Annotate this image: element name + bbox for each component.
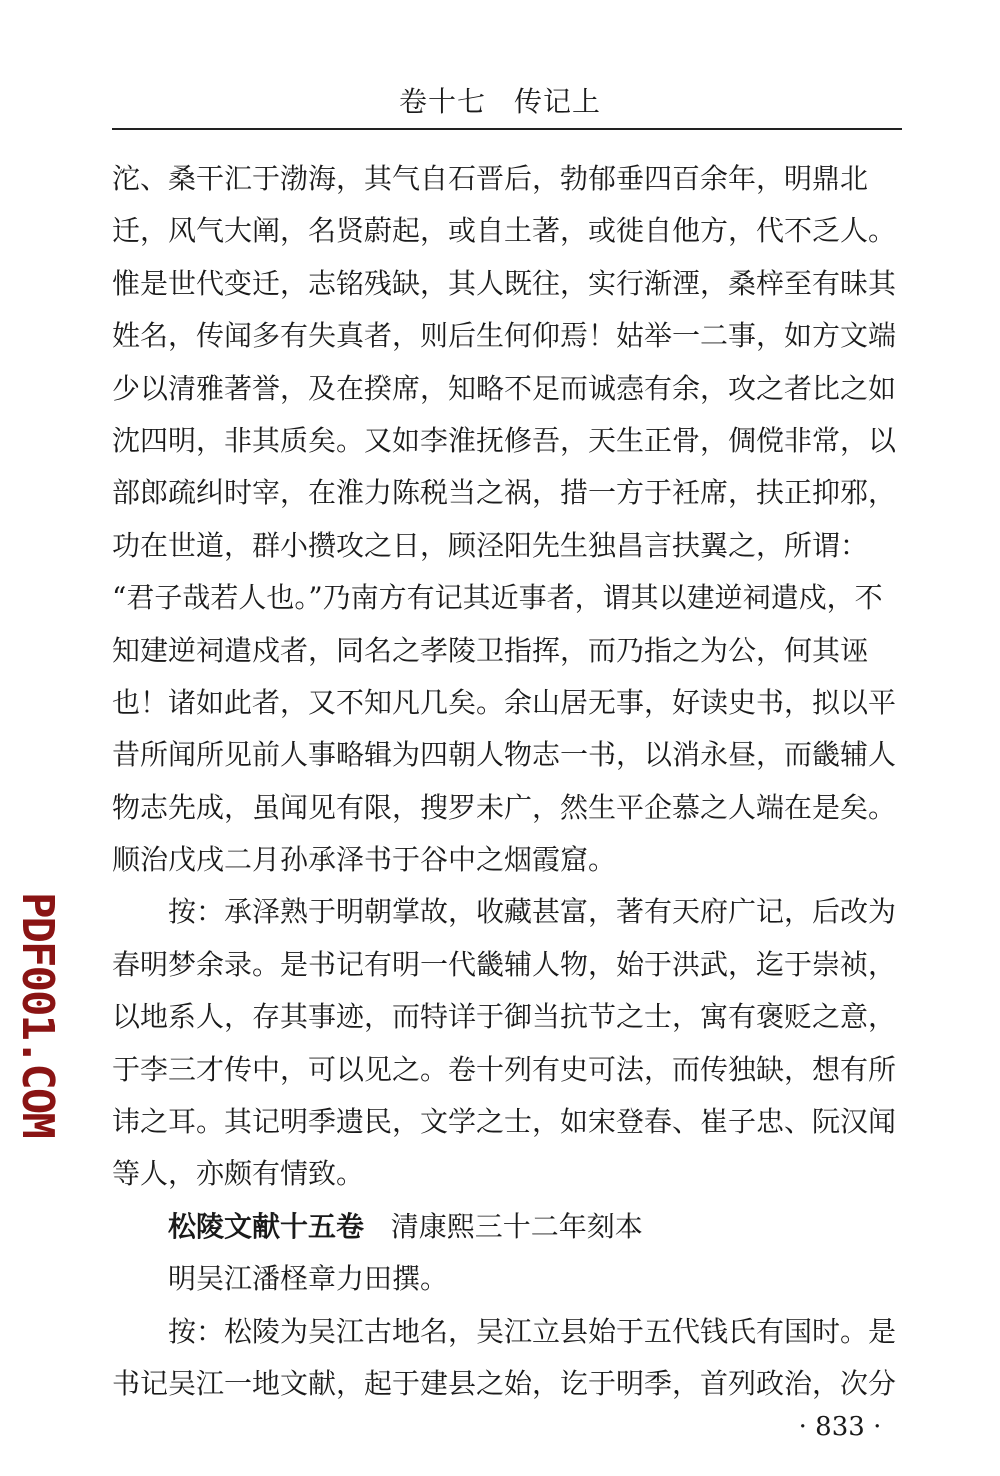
note-line: 于李三才传中，可以见之。卷十列有史可法，而传独缺，想有所	[112, 1052, 897, 1086]
entry-title: 松陵文献十五卷	[168, 1209, 365, 1243]
entry-heading	[112, 1201, 904, 1253]
page-number: · 833 ·	[798, 1412, 882, 1442]
entry-edition: 清康熙三十二年刻本	[390, 1209, 643, 1243]
text-line: 昔所闻所见前人事略辑为四朝人物志一书，以消永昼，而畿辅人	[112, 738, 897, 772]
text-line: 惟是世代变迁，志铭残缺，其人既往，实行渐湮，桑梓至有昧其	[112, 266, 897, 300]
running-header	[0, 80, 1000, 120]
note-line: 按：松陵为吴江古地名，吴江立县始于五代钱氏有国时。是	[168, 1314, 897, 1348]
text-line: 少以清雅著誉，及在揆席，知略不足而诚悫有余，攻之者比之如	[112, 371, 897, 405]
text-line: 沈四明，非其质矣。又如李淮抚修吾，天生正骨，倜傥非常，以	[112, 423, 897, 457]
watermark: PDF001.COM	[12, 892, 63, 1137]
note-line: 以地系人，存其事迹，而特详于御当抗节之士，寓有褒贬之意，	[112, 1000, 897, 1034]
text-line: 也！诸如此者，又不知凡几矣。余山居无事，好读史书，拟以平	[112, 685, 897, 719]
text-line: 知建逆祠遣戍者，同名之孝陵卫指挥，而乃指之为公，何其诬	[112, 633, 869, 667]
text-line: 姓名，传闻多有失真者，则后生何仰焉！姑举一二事，如方文端	[112, 319, 897, 353]
header-volume: 卷十七	[398, 85, 486, 118]
note-line: 书记吴江一地文献，起于建县之始，讫于明季，首列政治，次分	[112, 1366, 897, 1400]
text-line: 顺治戊戌二月孙承泽书于谷中之烟霞窟。	[112, 843, 617, 877]
text-line: 物志先成，虽闻见有限，搜罗未广，然生平企慕之人端在是矣。	[112, 790, 897, 824]
header-rule	[112, 128, 902, 130]
note-line: 讳之耳。其记明季遗民，文学之士，如宋登春、崔子忠、阮汉闻	[112, 1105, 897, 1139]
text-line: “君子哉若人也。”乃南方有记其近事者，谓其以建逆祠遣戍，不	[112, 581, 883, 615]
text-line: 迁，风气大阐，名贤蔚起，或自土著，或徙自他方，代不乏人。	[112, 214, 897, 248]
header-section: 传记上	[514, 85, 602, 118]
page-body	[112, 153, 904, 1410]
entry-author: 明吴江潘柽章力田撰。	[168, 1262, 449, 1296]
text-line: 沱、桑干汇于渤海，其气自石晋后，勃郁垂四百余年，明鼎北	[112, 162, 869, 195]
text-line: 部郎疏纠时宰，在淮力陈税当之祸，措一方于衽席，扶正抑邪，	[112, 476, 897, 510]
text-line: 功在世道，群小攒攻之日，顾泾阳先生独昌言扶翼之，所谓：	[112, 528, 869, 562]
note-line: 按：承泽熟于明朝掌故，收藏甚富，著有天府广记，后改为	[168, 895, 897, 929]
note-line: 春明梦余录。是书记有明一代畿辅人物，始于洪武，迄于崇祯，	[112, 947, 897, 981]
note-line: 等人，亦颇有情致。	[112, 1157, 365, 1191]
